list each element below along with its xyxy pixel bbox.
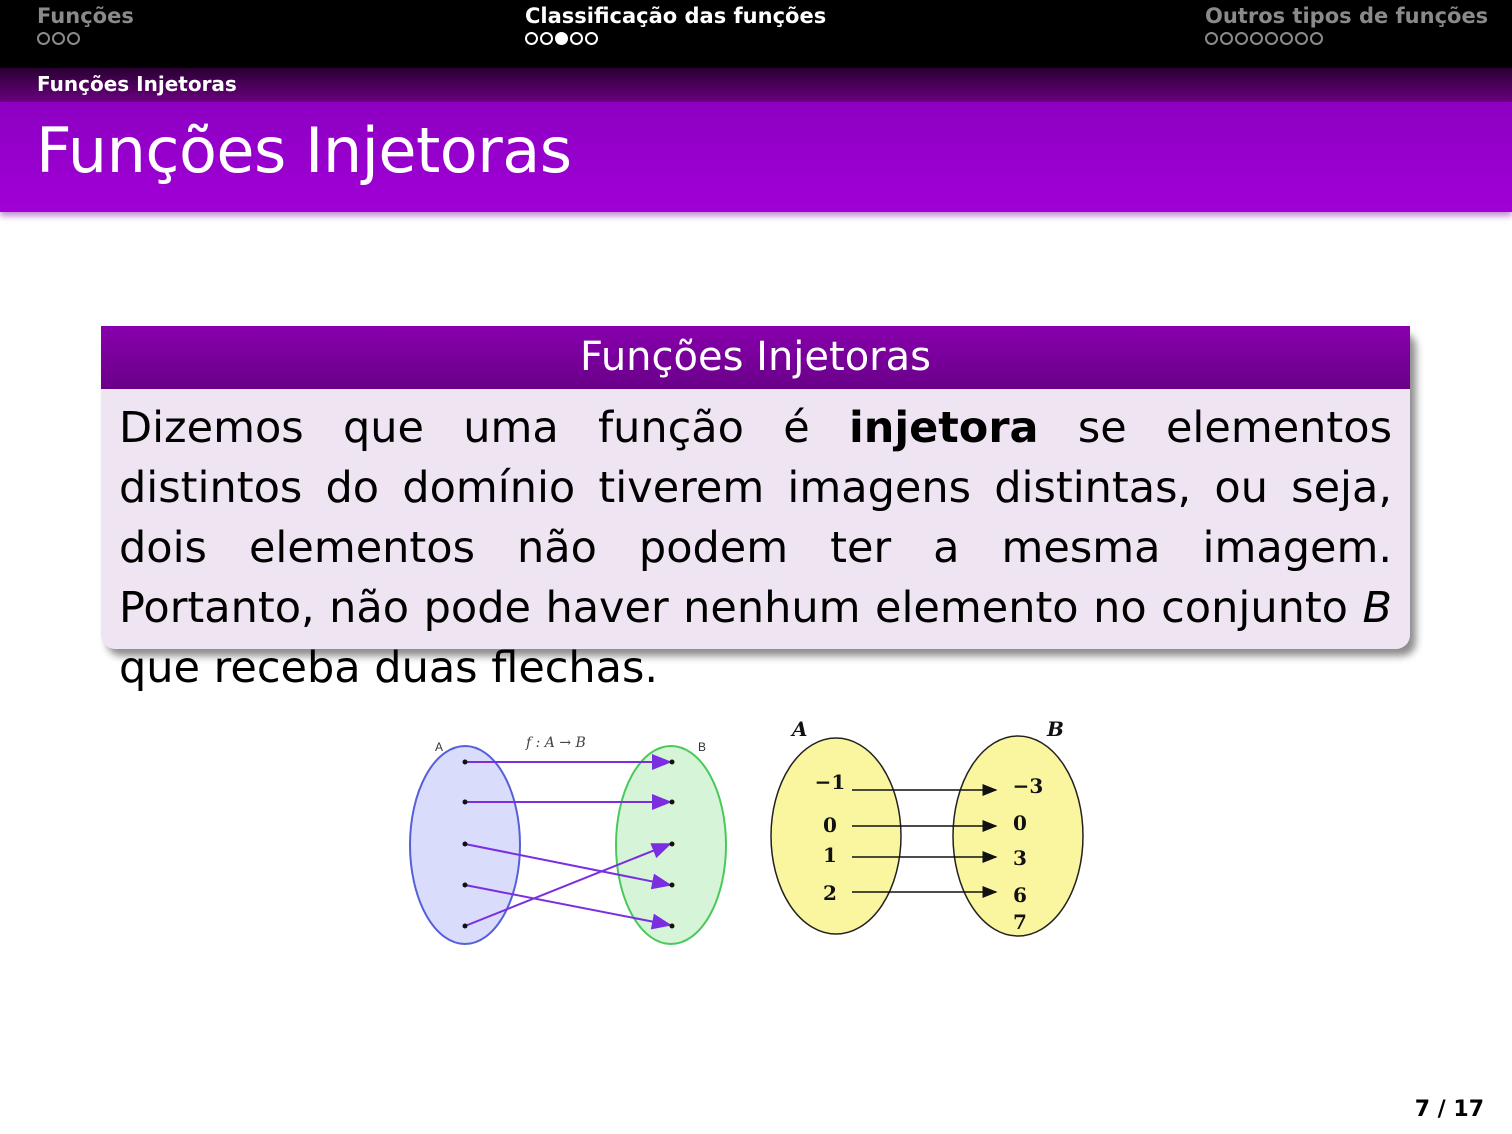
- frame-title: Funções Injetoras: [36, 114, 572, 187]
- nav-dot[interactable]: [1220, 32, 1233, 45]
- nav-dot[interactable]: [1280, 32, 1293, 45]
- codomain-element: 0: [1013, 811, 1027, 835]
- nav-dots-classificacao: [525, 32, 598, 45]
- definition-text-2: se elementos distintos do domínio tiverem imagens distintas, ou seja, dois elementos não podem ter a mesma imagem. Portanto, não pode haver nenhum elemento no conjunto: [119, 403, 1393, 633]
- set-a-label: A: [435, 740, 444, 754]
- codomain-element: 3: [1013, 846, 1027, 870]
- mapping-diagram-right: [764, 712, 1090, 942]
- nav-dot[interactable]: [570, 32, 583, 45]
- nav-dot[interactable]: [52, 32, 65, 45]
- domain-element: 2: [823, 881, 837, 905]
- block-title: Funções Injetoras: [101, 326, 1410, 389]
- codomain-element: 6: [1013, 883, 1027, 907]
- definition-bold-term: injetora: [848, 403, 1039, 453]
- set-a-label: A: [792, 717, 808, 741]
- function-label: f : A → B: [526, 735, 586, 751]
- block-body: [119, 398, 1392, 698]
- frame-title-bar: [0, 102, 1512, 212]
- nav-section-classificacao[interactable]: Classificação das funções: [525, 4, 827, 28]
- mapping-diagram-left: [408, 728, 730, 950]
- nav-dot[interactable]: [1295, 32, 1308, 45]
- nav-dots-funcoes: [37, 32, 80, 45]
- subsection-label[interactable]: Funções Injetoras: [37, 72, 237, 96]
- page-number: 7 / 17: [1414, 1097, 1484, 1122]
- definition-text-3: que receba duas flechas.: [119, 643, 659, 693]
- nav-dot[interactable]: [525, 32, 538, 45]
- nav-dot[interactable]: [67, 32, 80, 45]
- set-b-label: B: [1047, 717, 1064, 741]
- domain-element: −1: [814, 770, 846, 794]
- nav-section-funcoes[interactable]: Funções: [37, 4, 134, 28]
- nav-dot-current[interactable]: [555, 32, 568, 45]
- nav-section-outros-tipos[interactable]: Outros tipos de funções: [1205, 4, 1489, 28]
- codomain-element: 7: [1013, 910, 1027, 934]
- nav-dot[interactable]: [1310, 32, 1323, 45]
- set-b-label: B: [698, 740, 707, 754]
- nav-dots-outros-tipos: [1205, 32, 1323, 45]
- nav-dot[interactable]: [1235, 32, 1248, 45]
- nav-dot[interactable]: [1205, 32, 1218, 45]
- definition-variable: B: [1362, 583, 1392, 633]
- definition-text-1: Dizemos que uma função é: [119, 403, 849, 453]
- nav-dot[interactable]: [585, 32, 598, 45]
- domain-element: 0: [823, 813, 837, 837]
- nav-dot[interactable]: [1265, 32, 1278, 45]
- subsection-bar: [0, 68, 1512, 102]
- domain-element: 1: [823, 843, 837, 867]
- nav-dot[interactable]: [37, 32, 50, 45]
- header-navigation-bar: [0, 0, 1512, 68]
- nav-dot[interactable]: [1250, 32, 1263, 45]
- nav-dot[interactable]: [540, 32, 553, 45]
- codomain-element: −3: [1012, 774, 1044, 798]
- definition-block: [101, 326, 1410, 693]
